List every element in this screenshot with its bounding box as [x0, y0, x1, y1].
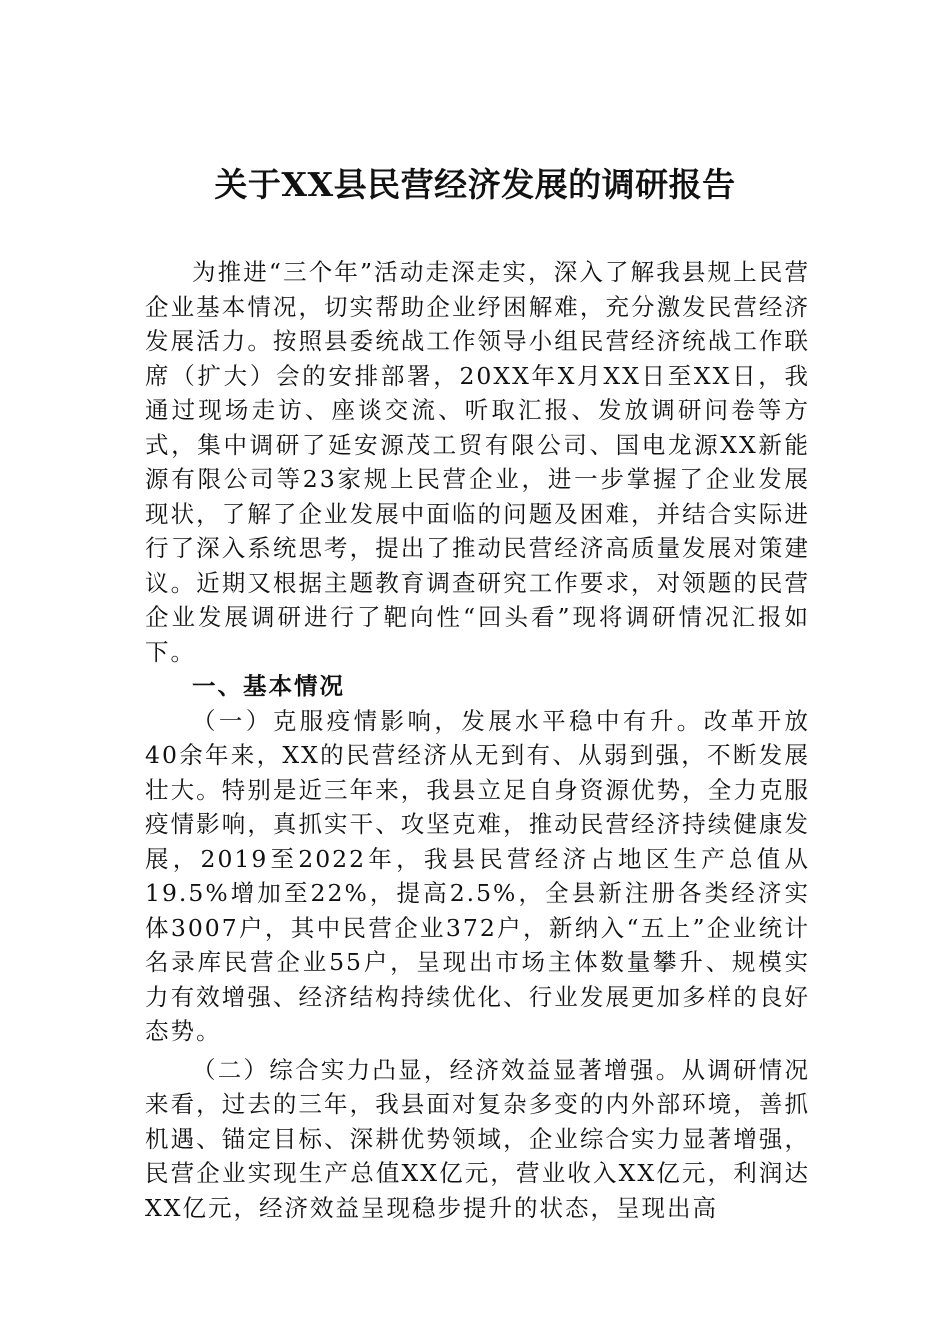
subsection-heading-2: （二）综合实力凸显，经济效益显著增强。 [192, 1055, 682, 1084]
subsection-heading-1: （一）克服疫情影响，发展水平稳中有升。 [192, 706, 704, 735]
subsection-paragraph-2 [145, 1053, 810, 1226]
document-title: 关于XX县民营经济发展的调研报告 [214, 165, 736, 204]
document-body [145, 255, 810, 1225]
subsection-body-1: 改革开放40余年来，XX的民营经济从无到有、从弱到强，不断发展壮大。特别是近三年来，我县立足自身资源优势，全力克服疫情影响，真抓实干、攻坚克难，推动民营经济持续健康发展，2019至2022年，我县民营经济占地区生产总值从19.5%增加至22%，提高2.5%，全县新注册各类经济实体3007户，其中民营企业372户，新纳入“五上”企业统计名录库民营企业55户，呈现出市场主体数量攀升、规模实力有效增强、经济结构持续优化、行业发展更加多样的良好态势。 [145, 706, 811, 1045]
section-heading-basic-situation: 一、基本情况 [192, 672, 345, 700]
subsection-paragraph-1 [145, 704, 810, 1049]
subsection-body-2: 从调研情况来看，过去的三年，我县面对复杂多变的内外部环境，善抓机遇、锚定目标、深耕优势领域，企业综合实力显著增强，民营企业实现生产总值XX亿元，营业收入XX亿元，利润达XX亿元，经济效益呈现稳步提升的状态，呈现出高 [145, 1055, 811, 1222]
intro-paragraph: 为推进“三个年”活动走深走实，深入了解我县规上民营企业基本情况，切实帮助企业纾困解难，充分激发民营经济发展活力。按照县委统战工作领导小组民营经济统战工作联席（扩大）会的安排部署，20XX年X月XX日至XX日，我通过现场走访、座谈交流、听取汇报、发放调研问卷等方式，集中调研了延安源茂工贸有限公司、国电龙源XX新能源有限公司等23家规上民营企业，进一步掌握了企业发展现状，了解了企业发展中面临的问题及困难，并结合实际进行了深入系统思考，提出了推动民营经济高质量发展对策建议。近期又根据主题教育调查研究工作要求，对领题的民营企业发展调研进行了靶向性“回头看”现将调研情况汇报如下。 [145, 258, 810, 666]
